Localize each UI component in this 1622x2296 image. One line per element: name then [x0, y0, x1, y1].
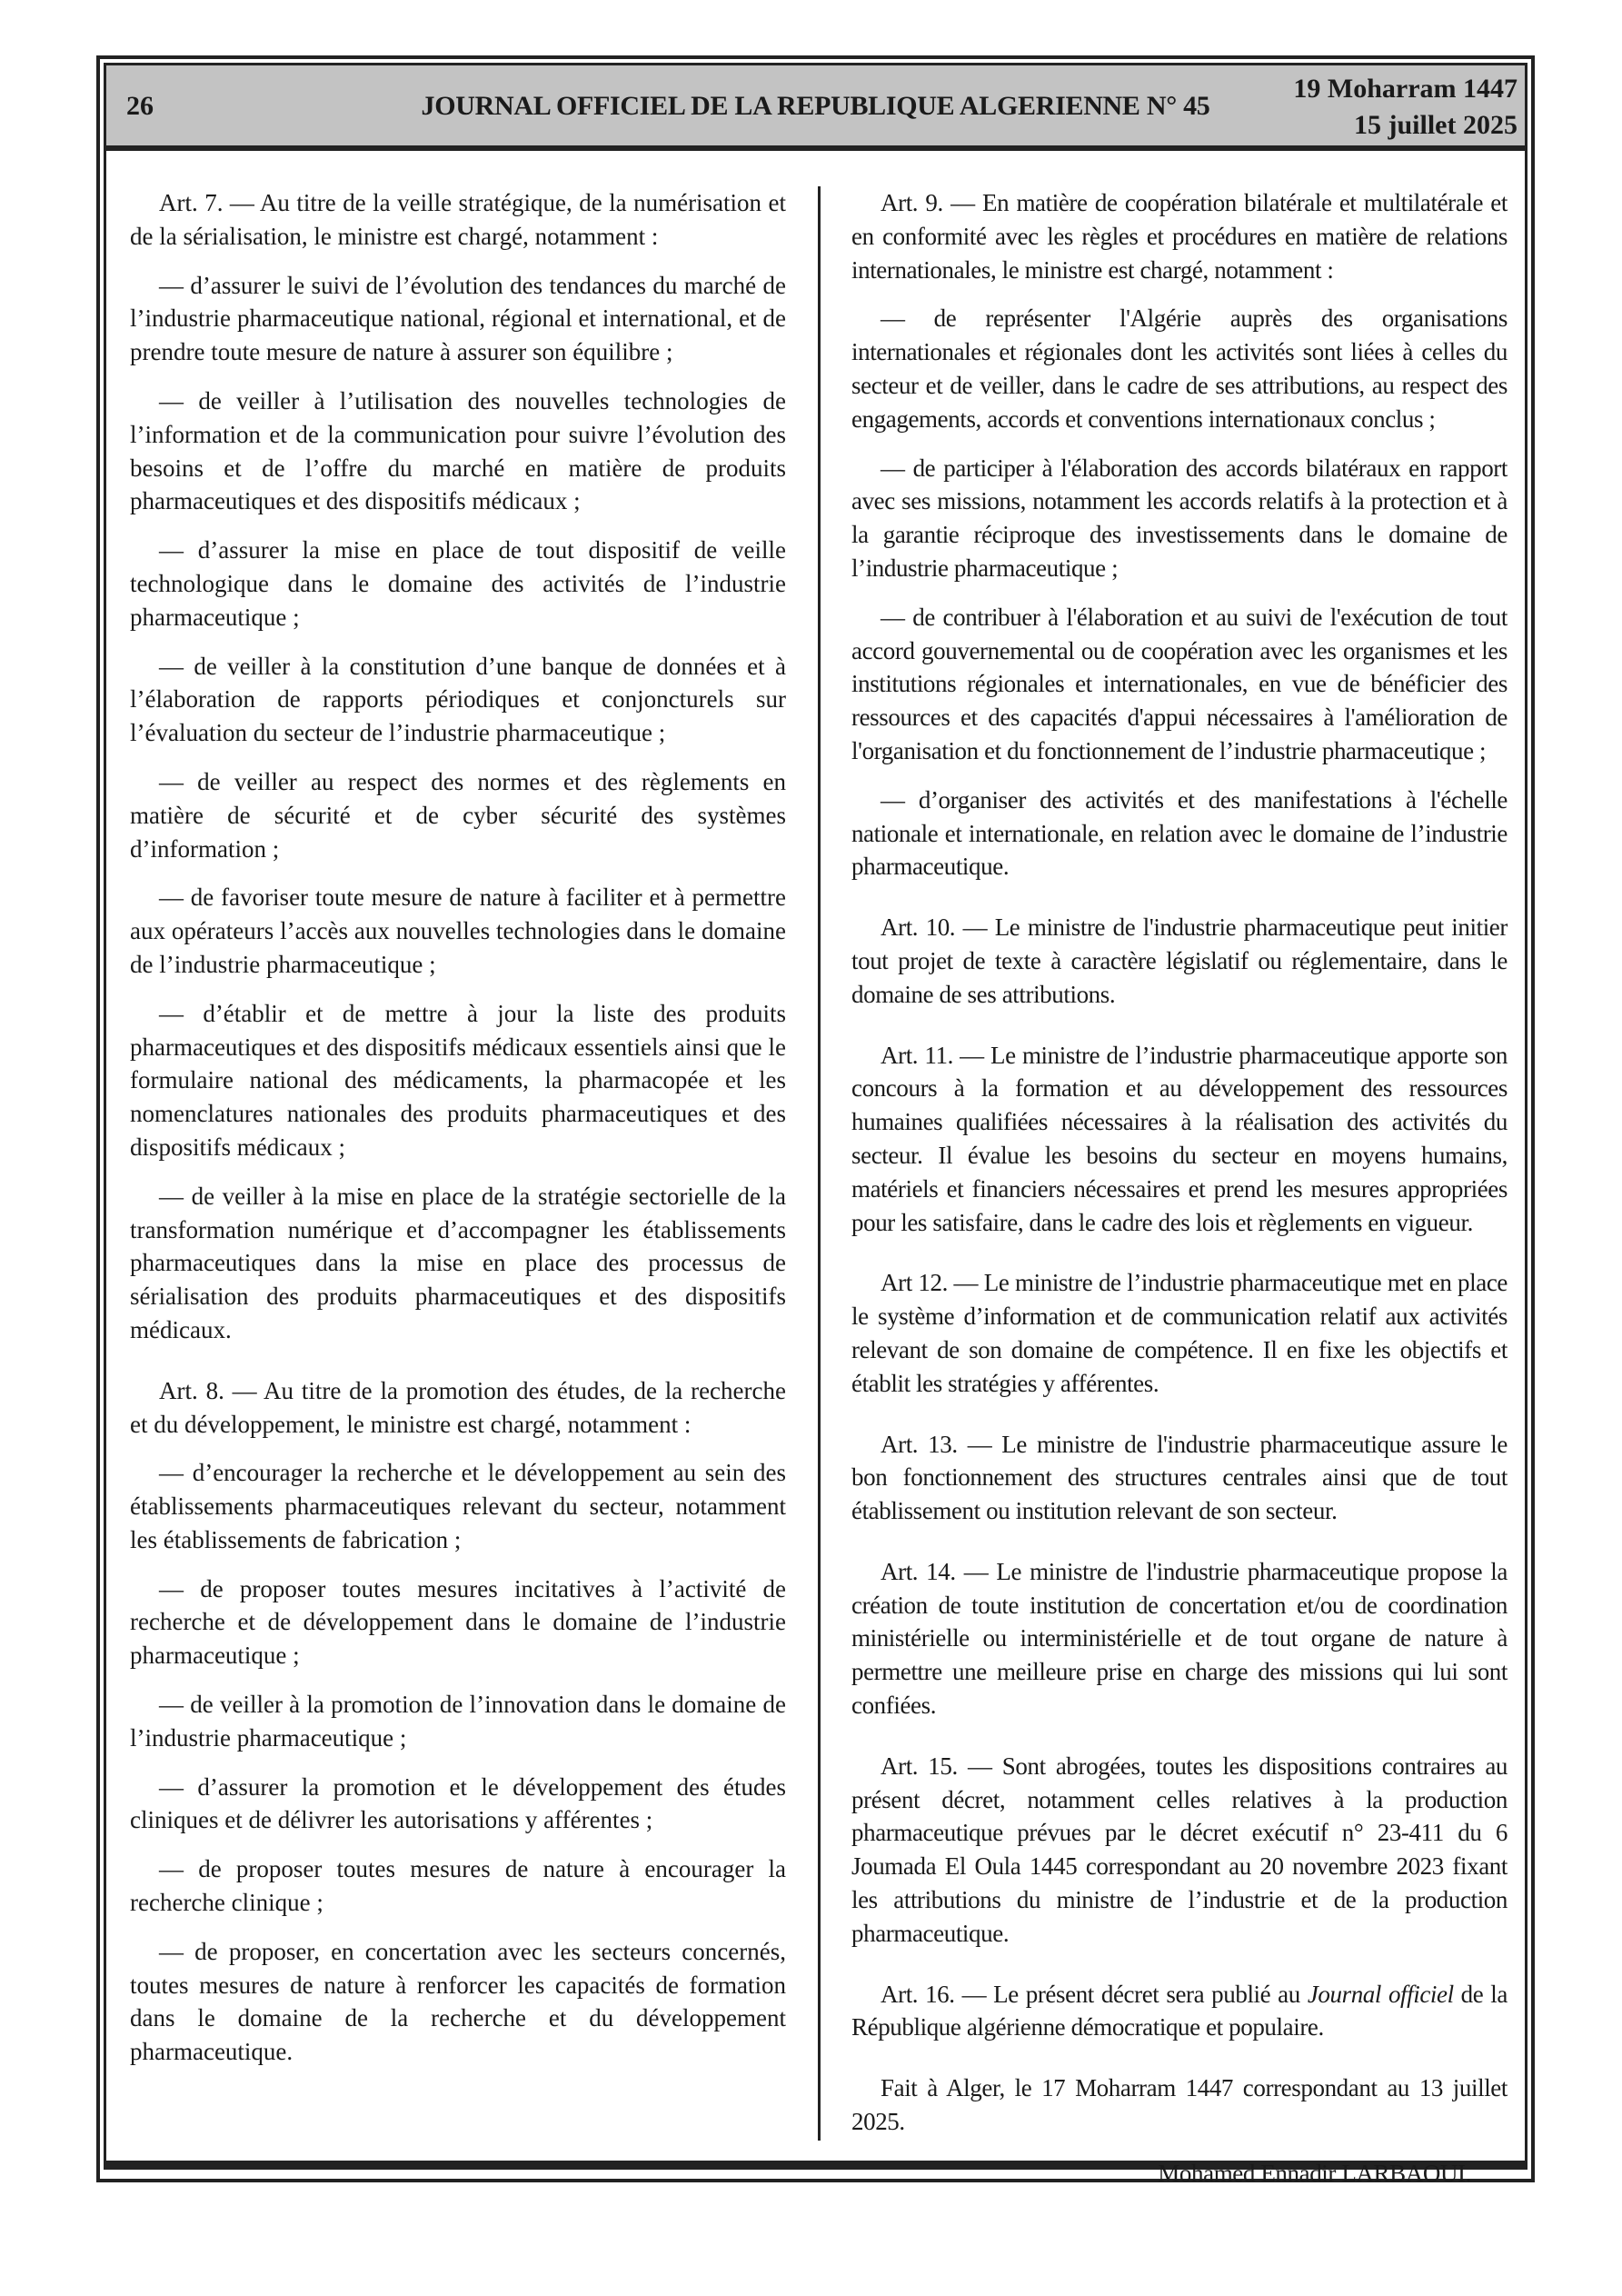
- list-paragraph: — d’assurer la promotion et le développement des études cliniques et de délivrer les autorisations y afférentes ;: [130, 1772, 786, 1834]
- list-paragraph: — d’établir et de mettre à jour la liste des produits pharmaceutiques et des dispositifs médicaux essentiels ainsi que le formulaire national des médicaments, la pharmacopée et les nomenclatures nationales des produits pharmaceutiques et des dispositifs médicaux ;: [130, 999, 786, 1161]
- list-paragraph: — de représenter l'Algérie auprès des organisations internationales et régionales dont les activités sont liées à celles du secteur et de veiller, dans le cadre de ses attributions, au respect des engagements, accords et conventions internationaux conclus ;: [851, 304, 1508, 433]
- list-paragraph: — de contribuer à l'élaboration et au suivi de l'exécution de tout accord gouvernemental ou de coopération avec les organismes et les institutions régionales et internationales, en vue de bénéficier des ressources et des capacités d'appui nécessaires à l'amélioration de l'organisation et du fonctionnement de l’industrie pharmaceutique ;: [851, 603, 1508, 764]
- date-gregorian: 15 juillet 2025: [1354, 110, 1518, 140]
- journal-header: [106, 65, 1525, 151]
- list-paragraph: — de veiller à la promotion de l’innovation dans le domaine de l’industrie pharmaceutique ;: [130, 1691, 786, 1752]
- column-divider: [818, 186, 821, 2141]
- article-paragraph: Art. 13. — Le ministre de l'industrie pharmaceutique assure le bon fonctionnement des structures centrales ainsi que de tout établissement ou institution relevant de son secteur.: [851, 1430, 1508, 1525]
- signatory: Mohamed Ennadir LARBAOUI.: [1158, 2159, 1471, 2187]
- article-paragraph: Art 12. — Le ministre de l’industrie pharmaceutique met en place le système d’information et de communication relatif aux activités relevant de son domaine de compétence. Il en fixe les objectifs et établit les stratégies y afférentes.: [851, 1269, 1508, 1397]
- article-16: [851, 1978, 1508, 2045]
- article-paragraph: Art. 7. — Au titre de la veille stratégique, de la numérisation et de la sérialisation, le ministre est chargé, notamment :: [130, 189, 786, 250]
- right-column: [851, 186, 1508, 2206]
- article-paragraph: Art. 10. — Le ministre de l'industrie pharmaceutique peut initier tout projet de texte à caractère législatif ou réglementaire, dans le domaine de ses attributions.: [851, 913, 1508, 1008]
- art16-text: Art. 16. — Le présent décret sera publié au: [881, 1980, 1308, 2008]
- left-column: [130, 186, 786, 2084]
- list-paragraph: — d’assurer le suivi de l’évolution des tendances du marché de l’industrie pharmaceutique national, régional et international, et de prendre toute mesure de nature à assurer son équilibre ;: [130, 271, 786, 366]
- list-paragraph: — de proposer, en concertation avec les secteurs concernés, toutes mesures de nature à renforcer les capacités de formation dans le domaine de la recherche et du développement pharmaceutique.: [130, 1937, 786, 2066]
- issue-date: [1293, 71, 1518, 144]
- list-paragraph: — d’organiser des activités et des manifestations à l'échelle nationale et internationale, en relation avec le domaine de l’industrie pharmaceutique.: [851, 785, 1508, 881]
- list-paragraph: — de proposer toutes mesures incitatives à l’activité de recherche et de développement dans le domaine de l’industrie pharmaceutique ;: [130, 1574, 786, 1670]
- art16-text-end: de la République algérienne démocratique et populaire.: [851, 1980, 1508, 2041]
- page-number: 26: [126, 91, 154, 121]
- article-paragraph: Art. 15. — Sont abrogées, toutes les dispositions contraires au présent décret, notamment celles relatives à la production pharmaceutique prévues par le décret exécutif n° 23-411 du 6 Joumada El Oula 1445 correspondant au 20 novembre 2023 fixant les attributions du ministre de l’industrie et de la production pharmaceutique.: [851, 1752, 1508, 1947]
- list-paragraph: — de veiller au respect des normes et des règlements en matière de sécurité et de cyber sécurité des systèmes d’information ;: [130, 767, 786, 863]
- list-paragraph: — de favoriser toute mesure de nature à faciliter et à permettre aux opérateurs l’accès aux nouvelles technologies dans le domaine de l’industrie pharmaceutique ;: [130, 883, 786, 978]
- list-paragraph: — de participer à l'élaboration des accords bilatéraux en rapport avec ses missions, notamment les accords relatifs à la protection et à la garantie réciproque des investissements dans le domaine de l’industrie pharmaceutique ;: [851, 454, 1508, 582]
- closing-place-date: Fait à Alger, le 17 Moharram 1447 correspondant au 13 juillet 2025.: [851, 2074, 1508, 2136]
- date-hijri: 19 Moharram 1447: [1293, 74, 1518, 104]
- art16-journal-name: Journal officiel: [1307, 1980, 1454, 2008]
- list-paragraph: — d’assurer la mise en place de tout dispositif de veille technologique dans le domaine des activités de l’industrie pharmaceutique ;: [130, 536, 786, 631]
- list-paragraph: — de veiller à l’utilisation des nouvelles technologies de l’information et de la communication pour suivre l’évolution des besoins et de l’offre du marché en matière de produits pharmaceutiques et des dispositifs médicaux ;: [130, 386, 786, 515]
- list-paragraph: — de proposer toutes mesures de nature à encourager la recherche clinique ;: [130, 1855, 786, 1917]
- article-paragraph: Art. 8. — Au titre de la promotion des études, de la recherche et du développement, le ministre est chargé, notamment :: [130, 1376, 786, 1438]
- journal-title: JOURNAL OFFICIEL DE LA REPUBLIQUE ALGERIENNE N° 45: [421, 91, 1210, 121]
- article-paragraph: Art. 9. — En matière de coopération bilatérale et multilatérale et en conformité avec les règles et procédures en matière de relations internationales, le ministre est chargé, notamment :: [851, 189, 1508, 284]
- list-paragraph: — de veiller à la constitution d’une banque de données et à l’élaboration de rapports périodiques et conjoncturels sur l’évaluation du secteur de l’industrie pharmaceutique ;: [130, 652, 786, 747]
- list-paragraph: — de veiller à la mise en place de la stratégie sectorielle de la transformation numérique et d’accompagner les établissements pharmaceutiques dans la mise en place des processus de sérialisation des produits pharmaceutiques et des dispositifs médicaux.: [130, 1182, 786, 1343]
- article-paragraph: Art. 14. — Le ministre de l'industrie pharmaceutique propose la création de toute institution de concertation et/ou de coordination ministérielle ou interministérielle et de tout organe de nature à permettre une meilleure prise en charge des missions qui lui sont confiées.: [851, 1557, 1508, 1720]
- list-paragraph: — d’encourager la recherche et le développement au sein des établissements pharmaceutiques relevant du secteur, notamment les établissements de fabrication ;: [130, 1459, 786, 1553]
- article-paragraph: Art. 11. — Le ministre de l’industrie pharmaceutique apporte son concours à la formation et au développement des ressources humaines qualifiées nécessaires à la réalisation des activités du secteur. Il évalue les besoins du secteur en moyens humains, matériels et financiers nécessaires et prend les mesures appropriées pour les satisfaire, dans le cadre des lois et règlements en vigueur.: [851, 1041, 1508, 1236]
